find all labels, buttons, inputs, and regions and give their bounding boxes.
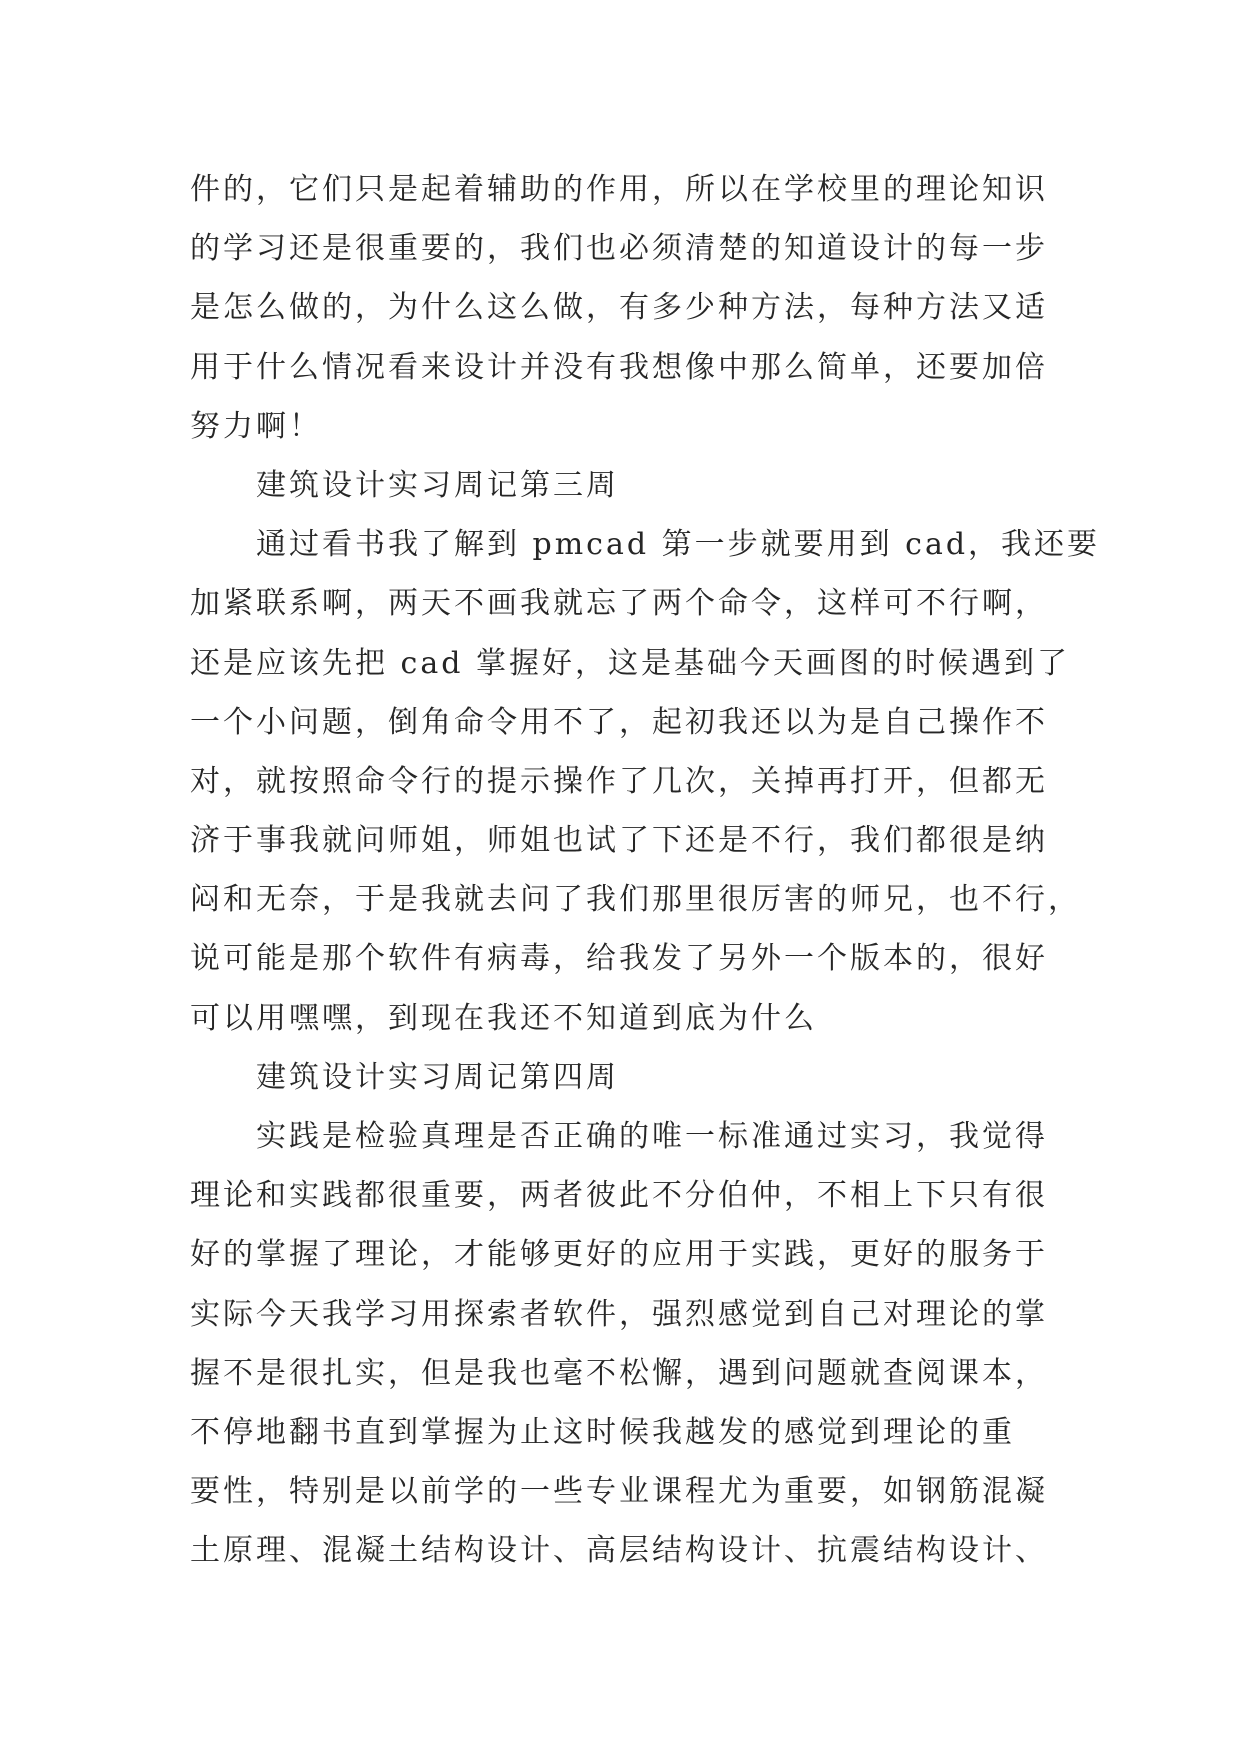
section-heading-week-3: 建筑设计实习周记第三周 — [256, 467, 619, 503]
paragraph-continued — [190, 160, 1075, 456]
text-line: 用于什么情况看来设计并没有我想像中那么简单，还要加倍 — [190, 349, 1048, 385]
text-line: 的学习还是很重要的，我们也必须清楚的知道设计的每一步 — [190, 231, 1048, 267]
section-heading-week-4: 建筑设计实习周记第四周 — [256, 1059, 619, 1095]
text-line: 闷和无奈，于是我就去问了我们那里很厉害的师兄，也不行， — [190, 882, 1081, 918]
text-line: 理论和实践都很重要，两者彼此不分伯仲，不相上下只有很 — [190, 1178, 1048, 1214]
text-line: 通过看书我了解到 pmcad 第一步就要用到 cad，我还要 — [256, 527, 1101, 563]
text-line: 加紧联系啊，两天不画我就忘了两个命令，这样可不行啊， — [190, 586, 1048, 622]
text-line: 不停地翻书直到掌握为止这时候我越发的感觉到理论的重 — [190, 1414, 1015, 1450]
text-line: 实践是检验真理是否正确的唯一标准通过实习，我觉得 — [256, 1119, 1048, 1154]
document-body — [190, 160, 1101, 1581]
text-line: 好的掌握了理论，才能够更好的应用于实践，更好的服务于 — [190, 1237, 1048, 1273]
paragraph-week-3 — [190, 515, 1101, 1048]
text-line: 说可能是那个软件有病毒，给我发了另外一个版本的，很好 — [190, 941, 1048, 977]
text-line: 可以用嘿嘿，到现在我还不知道到底为什么 — [190, 1000, 817, 1036]
text-line: 握不是很扎实，但是我也毫不松懈，遇到问题就查阅课本， — [190, 1355, 1048, 1391]
text-line: 是怎么做的，为什么这么做，有多少种方法，每种方法又适 — [190, 290, 1048, 326]
text-line: 土原理、混凝土结构设计、高层结构设计、抗震结构设计、 — [190, 1533, 1048, 1569]
paragraph-week-4 — [190, 1107, 1075, 1581]
text-line: 对，就按照命令行的提示操作了几次，关掉再打开，但都无 — [190, 763, 1048, 799]
text-line: 还是应该先把 cad 掌握好，这是基础今天画图的时候遇到了 — [190, 645, 1070, 681]
text-line: 一个小问题，倒角命令用不了，起初我还以为是自己操作不 — [190, 704, 1048, 740]
text-line: 济于事我就问师姐，师姐也试了下还是不行，我们都很是纳 — [190, 823, 1048, 859]
text-line: 实际今天我学习用探索者软件，强烈感觉到自己对理论的掌 — [190, 1296, 1048, 1332]
text-line: 努力啊！ — [190, 408, 322, 444]
text-line: 要性，特别是以前学的一些专业课程尤为重要，如钢筋混凝 — [190, 1474, 1048, 1510]
text-line: 件的，它们只是起着辅助的作用，所以在学校里的理论知识 — [190, 172, 1048, 207]
